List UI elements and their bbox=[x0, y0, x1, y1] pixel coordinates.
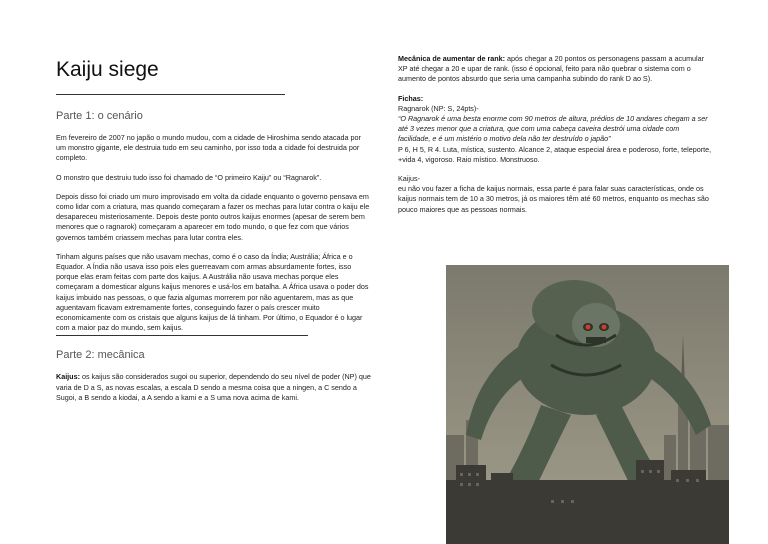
section-divider bbox=[56, 335, 308, 336]
title-divider bbox=[56, 94, 285, 95]
kaijus-rules-text: os kaijus são considerados sugoi ou superior, dependendo do seu nível de poder (NP) que varia de D a S, as novas escalas, a escala D sendo a mesma coisa que a ningen, a C sendo a Sugoi, a B sendo a kiodai, a A sendo a kami e a S uma nova acima de kami. bbox=[56, 372, 371, 402]
kaijus-sheet-text: eu não vou fazer a ficha de kaijus normais, essa parte é para falar suas características, onde os kaijus normais tem de 10 a 30 metros, já os maiores têm até 60 metros, enquanto os mechas são pouco maiores que as pessoas normais. bbox=[398, 184, 709, 214]
fichas-heading-text: Fichas: bbox=[398, 93, 424, 103]
part1-paragraph: Tinham alguns países que não usavam mechas, como é o caso da Índia; Austrália; África e o Equador. A Índia não usava isso pois eles guerreavam com armas absurdamente fortes, isso porque elas eram feitas com parte dos kaijus. A Austrália não usava mechas porque eles começaram a domesticar alguns kaijus menores e usá-los em batalha. A África usava o poder dos kaijus imbuido nas pessoas, o que fazia algumas morrerem por não aguentarem, mas as que aguentavam ficavam extremamente fortes, conseguindo fazer o país crescer muito economicamente com os cristais que alguns kaijus de lá tinham. Por último, o Equador é o lugar com a maior paz do mundo, sem kaijus. bbox=[56, 251, 369, 333]
kaijus-label: Kaijus: bbox=[56, 372, 80, 382]
rank-label: Mecânica de aumentar de rank: bbox=[398, 54, 506, 63]
rank-paragraph bbox=[398, 54, 712, 85]
kaiju-eye bbox=[602, 325, 607, 330]
part2-heading: Parte 2: mecânica bbox=[56, 349, 145, 362]
page-title: Kaiju siege bbox=[56, 58, 159, 81]
ragnarok-header: Ragnarok (NP: S, 24pts)- bbox=[398, 103, 479, 113]
part1-paragraph: O monstro que destruiu tudo isso foi chamado de “O primeiro Kaiju” ou “Ragnarok”. bbox=[56, 172, 322, 182]
right-column bbox=[398, 54, 712, 215]
part1-heading: Parte 1: o cenário bbox=[56, 110, 143, 122]
part1-paragraph: Em fevereiro de 2007 no japão o mundo mudou, com a cidade de Hiroshima sendo atacada por um monstro gigante, ele destruia tudo em seu caminho, por isso toda a cidade foi destruida por completo. bbox=[56, 133, 361, 163]
kaiju-city-artwork bbox=[446, 265, 729, 544]
kaijus-sheet-header: Kaijus- bbox=[398, 174, 420, 184]
kaijus-rules-paragraph bbox=[56, 372, 372, 403]
kaiju-illustration bbox=[446, 265, 729, 544]
left-column bbox=[56, 44, 372, 403]
ragnarok-stats: P 6, H 5, R 4. Luta, mística, sustento. Alcance 2, ataque especial área e poderoso, forte, teleporte, +vida 4, vigoroso. Raio místico. Monstruoso. bbox=[398, 144, 712, 164]
kaiju-eye bbox=[586, 325, 591, 330]
ragnarok-quote: “O Ragnarok é uma besta enorme com 90 metros de altura, prédios de 10 andares chegam a ser até 3 vezes menor que a criatura, que com uma cabeça caveira destrói uma cidade com facilidade, e é um mistério o motivo dela não ter destruído o japão” bbox=[398, 114, 708, 144]
fichas-heading bbox=[398, 94, 712, 104]
part1-paragraph: Depois disso foi criado um muro improvisado em volta da cidade enquanto o governo pensava em como lidar com a criatura, mas quando começaram a fazer os mechas para lutar contra o kaiju ele desapareceu misteriosamente. Depois deste ponto outros kaijus enormes (apesar de serem bem menores que o ragnarok) começaram a aparecer em todo mundo, o que fez com que vários governos também criassem mechas para lutar contra eles. bbox=[56, 191, 370, 242]
rank-text: após chegar a 20 pontos os personagens passam a acumular XP até chegar a 20 e upar de rank. (isso é opcional, feito para não quebrar o sistema com o aumento de pontos absurdo que seria uma campanha subindo do rank D ao S). bbox=[398, 54, 705, 84]
